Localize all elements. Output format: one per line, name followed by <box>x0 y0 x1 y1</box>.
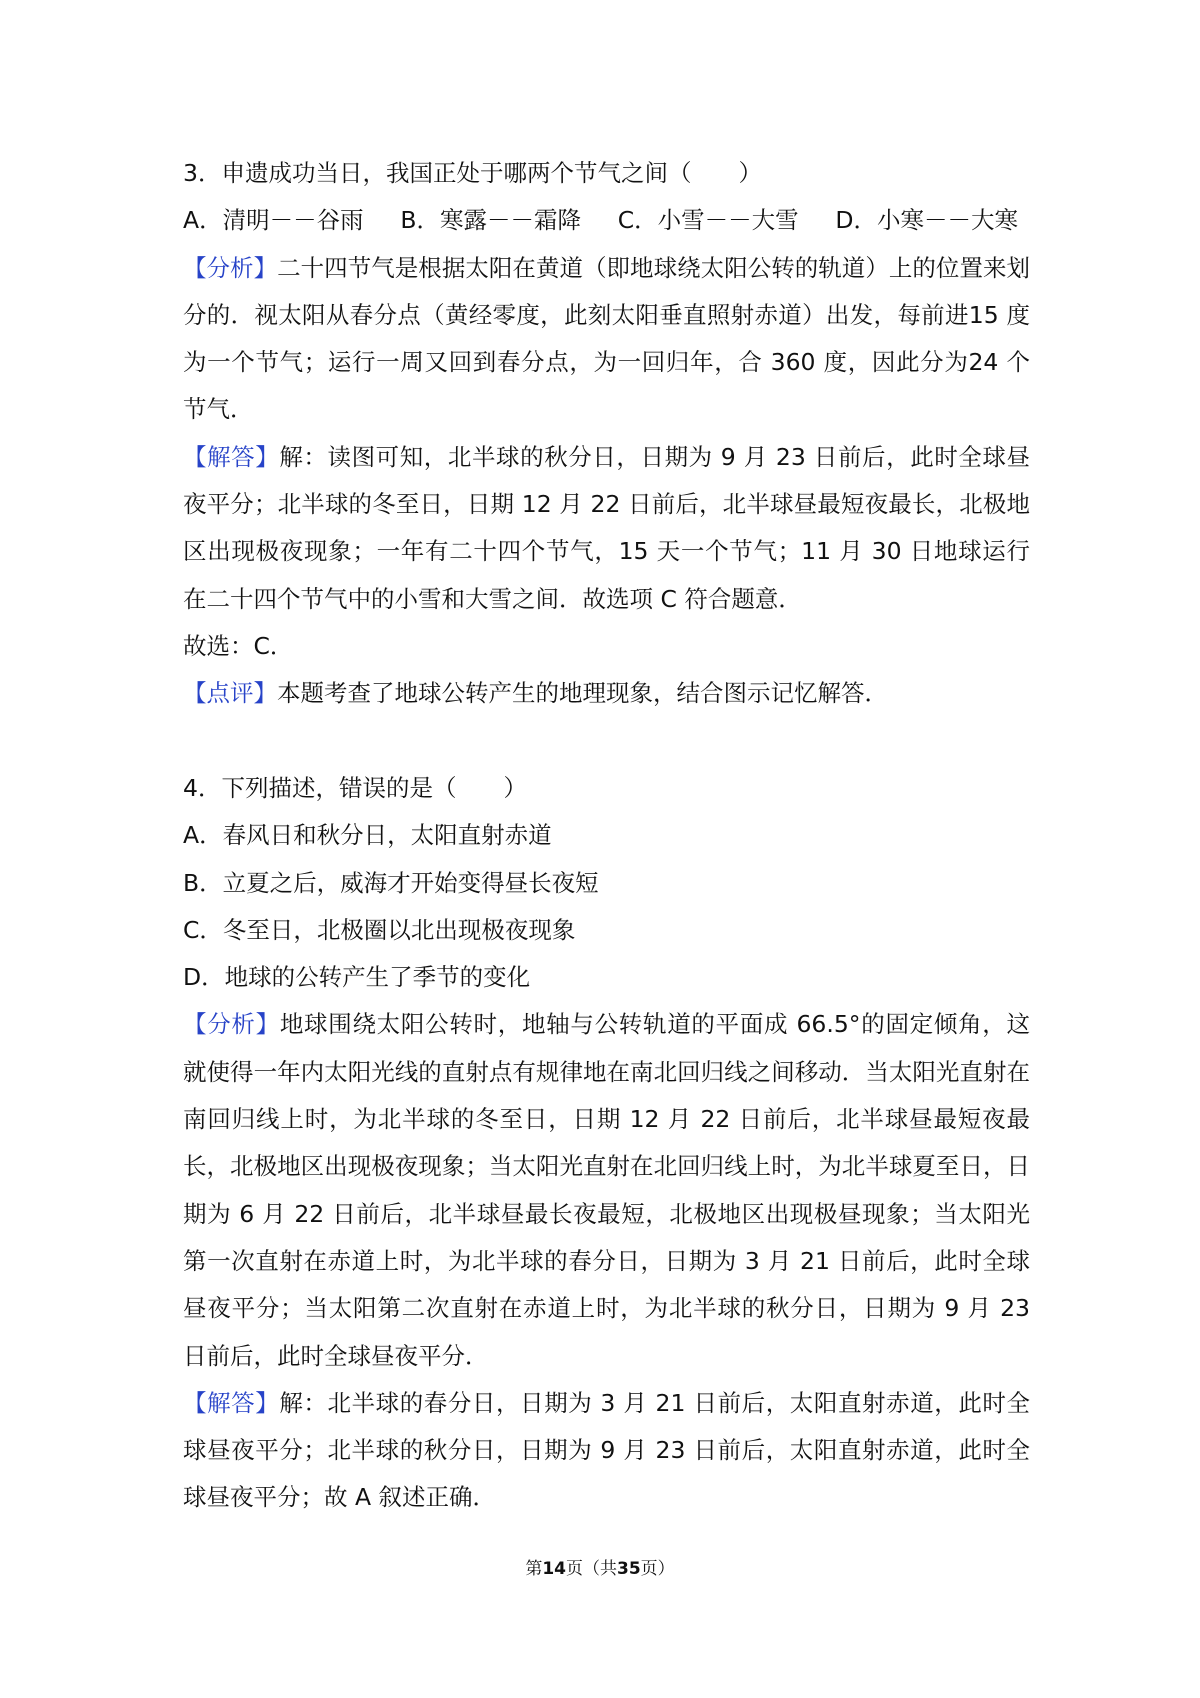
analysis-paragraph <box>183 1001 1030 1379</box>
option-a: A．清明－－谷雨 <box>183 206 364 235</box>
final-choice: 故选：C． <box>183 631 294 660</box>
option-row <box>183 197 1018 244</box>
answer-tag: 【解答】 <box>183 1388 280 1417</box>
answer-paragraph <box>183 434 1030 623</box>
comment-paragraph <box>183 670 1030 717</box>
answer-tag: 【解答】 <box>183 442 280 471</box>
answer-text: 解：北半球的春分日，日期为 3 月 21 日前后，太阳直射赤道，此时全球昼夜平分；北半球的秋分日，日期为 9 月 23 日前后，太阳直射赤道，此时全球昼夜平分；故 A 叙述正确． <box>183 1388 1031 1512</box>
footer-page-number: 14 <box>542 1559 566 1579</box>
comment-tag: 【点评】 <box>183 679 277 708</box>
comment-text: 本题考查了地球公转产生的地理现象，结合图示记忆解答． <box>277 679 888 708</box>
answer-text: 解：读图可知，北半球的秋分日，日期为 9 月 23 日前后，此时全球昼夜平分；北半球的冬至日，日期 12 月 22 日前后，北半球昼最短夜最长，北极地区出现极夜现象；一年有二十四个节气，15 天一个节气；11 月 30 日地球运行在二十四个节气中的小雪和大雪之间．故选项 C 符合题意． <box>183 442 1031 613</box>
question-stem: 3．申遗成功当日，我国正处于哪两个节气之间（ ） <box>183 159 762 187</box>
option-a: A．春风日和秋分日，太阳直射赤道 <box>183 821 552 850</box>
footer-total-pages: 35 <box>617 1559 641 1579</box>
question-3 <box>183 150 1030 718</box>
option-b: B．立夏之后，威海才开始变得昼长夜短 <box>183 868 599 897</box>
answer-paragraph <box>183 1380 1030 1522</box>
option-d: D．地球的公转产生了季节的变化 <box>183 963 531 992</box>
option-d: D．小寒－－大寒 <box>835 206 1018 235</box>
question-stem: 4．下列描述，错误的是（ ） <box>183 774 527 802</box>
analysis-text: 地球围绕太阳公转时，地轴与公转轨道的平面成 66.5°的固定倾角，这就使得一年内太阳光线的直射点有规律地在南北回归线之间移动．当太阳光直射在南回归线上时，为北半球的冬至日，日期 12 月 22 日前后，北半球昼最短夜最长，北极地区出现极夜现象；当太阳光直射在北回归线上时，为北半球夏至日，日期为 6 月 22 日前后，北半球昼最长夜最短，北极地区出现极昼现象；当太阳光第一次直射在赤道上时，为北半球的春分日，日期为 3 月 21 日前后，此时全球昼夜平分；当太阳第二次直射在赤道上时，为北半球的秋分日，日期为 9 月 23 日前后，此时全球昼夜平分． <box>183 1010 1030 1370</box>
analysis-text: 二十四节气是根据太阳在黄道（即地球绕太阳公转的轨道）上的位置来划分的．视太阳从春分点（黄经零度，此刻太阳垂直照射赤道）出发，每前进15 度为一个节气；运行一周又回到春分点，为一回归年，合 360 度，因此分为24 个节气． <box>183 253 1031 424</box>
question-4 <box>183 765 1030 1522</box>
footer-prefix: 第 <box>525 1559 543 1579</box>
footer-middle: 页（共 <box>566 1559 617 1579</box>
option-c: C．冬至日，北极圈以北出现极夜现象 <box>183 915 576 944</box>
page-footer <box>0 1554 1200 1579</box>
analysis-tag: 【分析】 <box>183 253 278 282</box>
footer-suffix: 页） <box>640 1559 675 1579</box>
option-c: C．小雪－－大雪 <box>617 206 799 235</box>
option-b: B．寒露－－霜降 <box>400 206 581 235</box>
analysis-tag: 【分析】 <box>183 1010 280 1039</box>
analysis-paragraph <box>183 245 1030 434</box>
